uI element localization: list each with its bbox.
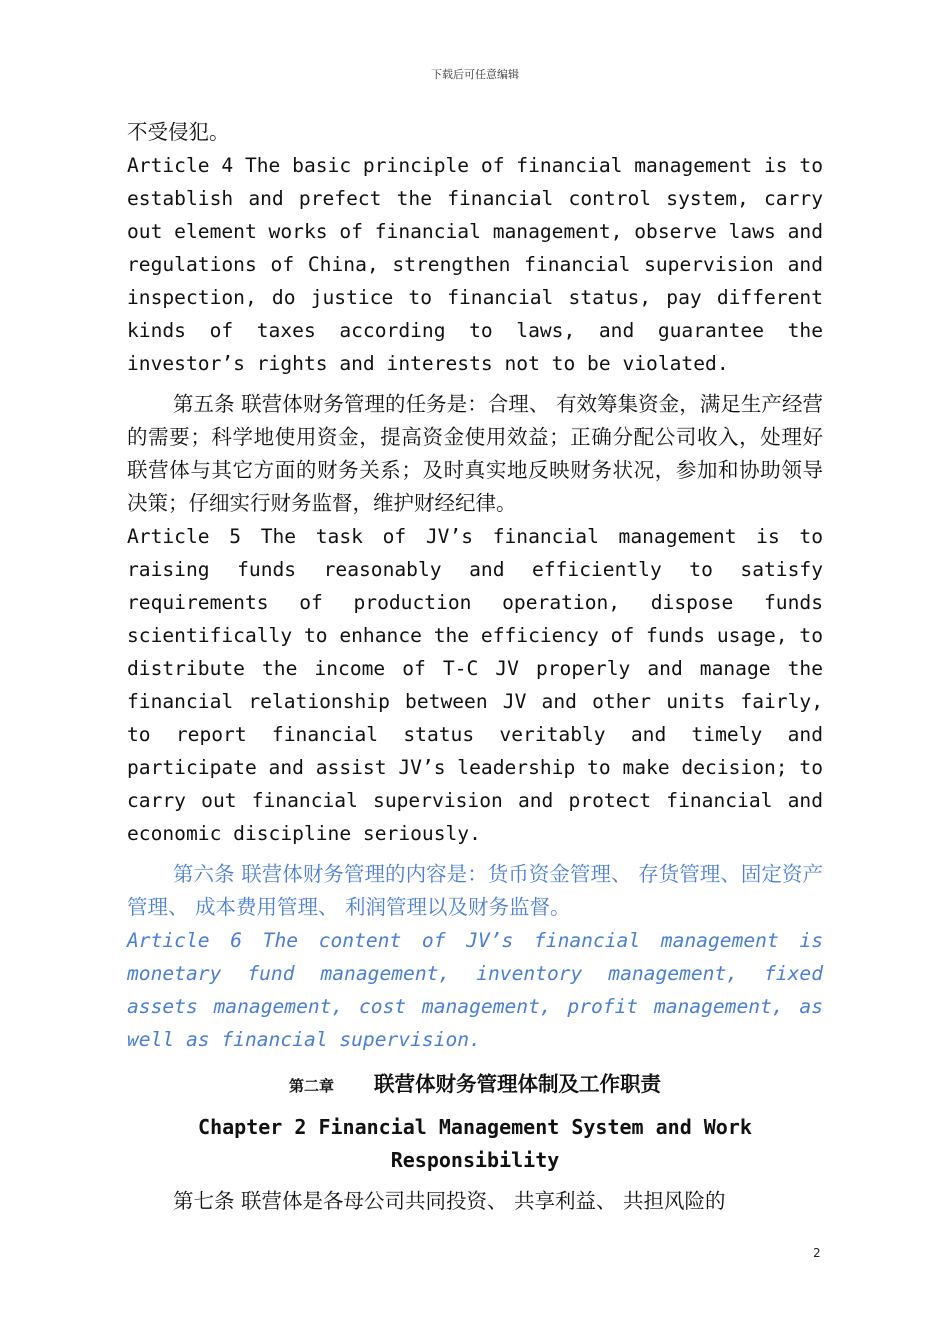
- chapter-number: 第二章: [288, 1077, 334, 1095]
- article-6-english: Article 6 The content of JV’s financial management is monetary fund management, inventory management, fixed assets management, cost management, profit management, as well as financial supervision.: [127, 929, 823, 1051]
- page-number: 2: [813, 1246, 821, 1260]
- article-5-chinese: 第五条 联营体财务管理的任务是：合理、 有效筹集资金，满足生产经营的需要；科学地使用资金，提高资金使用效益；正确分配公司收入，处理好联营体与其它方面的财务关系；及时真实地反映财务状况，参加和协助领导决策；仔细实行财务监督，维护财经纪律。: [127, 392, 823, 515]
- chapter-2-heading: [127, 1068, 823, 1103]
- paragraph-article-3-end: 不受侵犯。: [127, 120, 230, 144]
- article-5-english: Article 5 The task of JV’s financial management is to raising funds reasonably and efficiently to satisfy requirements of production operation, dispose funds scientifically to enhance the efficiency of funds usage, to distribute the income of T-C JV properly and manage the financial relationship between JV and other units fairly, to report financial status veritably and timely and participate and assist JV’s leadership to make decision; to carry out financial supervision and protect financial and economic discipline seriously.: [127, 525, 823, 845]
- article-7-chinese: 第七条 联营体是各母公司共同投资、 共享利益、 共担风险的: [173, 1189, 726, 1213]
- article-4-english: Article 4 The basic principle of financial management is to establish and prefect the financial control system, carry out element works of financial management, observe laws and regulations of China, strengthen financial supervision and inspection, do justice to financial status, pay different kinds of taxes according to laws, and guarantee the investor’s rights and interests not to be violated.: [127, 154, 823, 375]
- chapter-title: 联营体财务管理体制及工作职责: [374, 1072, 661, 1096]
- document-body: [127, 116, 823, 1218]
- article-6-chinese: 第六条 联营体财务管理的内容是：货币资金管理、 存货管理、固定资产管理、 成本费用管理、 利润管理以及财务监督。: [127, 862, 823, 919]
- chapter-2-english-heading: Chapter 2 Financial Management System and Work Responsibility: [198, 1115, 752, 1172]
- page-header: 下载后可任意编辑: [431, 68, 519, 81]
